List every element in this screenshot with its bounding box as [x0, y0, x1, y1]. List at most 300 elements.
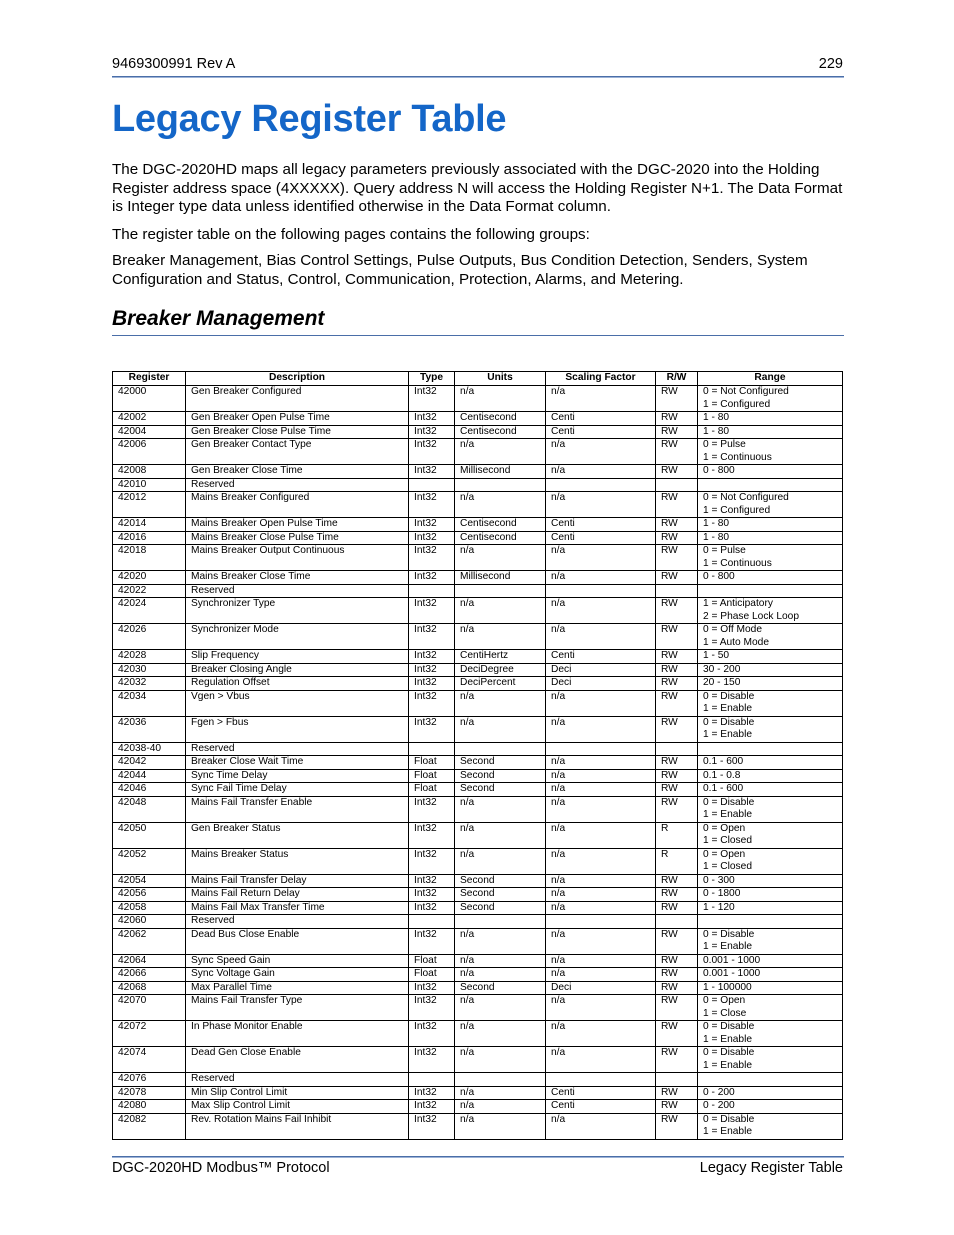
cell-description: Max Parallel Time [186, 981, 409, 995]
cell-description: Mains Fail Return Delay [186, 888, 409, 902]
column-header-register: Register [113, 372, 186, 386]
cell-description: Synchronizer Type [186, 598, 409, 611]
cell-empty [186, 452, 409, 465]
cell-range: 0 = Disable [698, 928, 843, 941]
table-row [113, 822, 843, 835]
table-header-row [113, 372, 843, 386]
document-id: 9469300991 Rev A [112, 56, 236, 72]
table-row [113, 874, 843, 888]
cell-rw: R [656, 822, 698, 835]
cell-empty [113, 835, 186, 848]
cell-register: 42050 [113, 822, 186, 835]
cell-range-continuation: 1 = Continuous [698, 452, 843, 465]
cell-rw: RW [656, 981, 698, 995]
table-row [113, 598, 843, 611]
cell-empty [546, 941, 656, 954]
cell-scaling-factor [546, 584, 656, 598]
cell-empty [455, 1126, 546, 1139]
cell-empty [546, 611, 656, 624]
cell-type [409, 478, 455, 492]
table-row [113, 412, 843, 426]
cell-scaling-factor [546, 915, 656, 929]
cell-units: Millisecond [455, 571, 546, 585]
cell-rw: RW [656, 1047, 698, 1060]
cell-range: 0 - 800 [698, 571, 843, 585]
cell-scaling-factor: n/a [546, 874, 656, 888]
cell-type: Int32 [409, 995, 455, 1008]
cell-type: Float [409, 756, 455, 770]
cell-empty [409, 835, 455, 848]
cell-range: 0 = Open [698, 848, 843, 861]
cell-rw [656, 742, 698, 756]
cell-range: 0.001 - 1000 [698, 954, 843, 968]
cell-range: 0 = Not Configured [698, 492, 843, 505]
cell-type: Int32 [409, 1021, 455, 1034]
cell-units: Second [455, 981, 546, 995]
cell-register: 42026 [113, 624, 186, 637]
cell-empty [409, 558, 455, 571]
cell-register: 42034 [113, 690, 186, 703]
cell-empty [113, 505, 186, 518]
table-row [113, 386, 843, 399]
cell-range: 30 - 200 [698, 663, 843, 677]
footer-section-name: Legacy Register Table [699, 1160, 843, 1176]
cell-register: 42012 [113, 492, 186, 505]
cell-range-continuation: 1 = Enable [698, 941, 843, 954]
cell-rw: RW [656, 769, 698, 783]
cell-type: Int32 [409, 1047, 455, 1060]
cell-description: Sync Speed Gain [186, 954, 409, 968]
cell-range [698, 915, 843, 929]
cell-description: Breaker Close Wait Time [186, 756, 409, 770]
cell-range: 0 - 200 [698, 1100, 843, 1114]
table-row [113, 928, 843, 941]
cell-units: DeciDegree [455, 663, 546, 677]
page-footer [112, 1160, 843, 1180]
cell-range-continuation: 1 = Enable [698, 729, 843, 742]
cell-empty [409, 861, 455, 874]
cell-description: Gen Breaker Contact Type [186, 439, 409, 452]
cell-empty [186, 637, 409, 650]
cell-range: 0 = Disable [698, 1021, 843, 1034]
cell-register: 42004 [113, 425, 186, 439]
cell-register: 42036 [113, 716, 186, 729]
cell-rw: RW [656, 995, 698, 1008]
cell-empty [409, 1034, 455, 1047]
cell-scaling-factor [546, 478, 656, 492]
cell-type: Int32 [409, 981, 455, 995]
table-row [113, 1086, 843, 1100]
cell-description: Gen Breaker Close Time [186, 465, 409, 479]
cell-rw: RW [656, 624, 698, 637]
cell-empty [455, 1008, 546, 1021]
cell-register: 42018 [113, 545, 186, 558]
cell-register: 42000 [113, 386, 186, 399]
cell-units: Second [455, 783, 546, 797]
cell-empty [113, 1034, 186, 1047]
cell-units: n/a [455, 624, 546, 637]
table-row [113, 492, 843, 505]
cell-rw: RW [656, 1086, 698, 1100]
table-row-continuation [113, 941, 843, 954]
cell-scaling-factor: Centi [546, 1100, 656, 1114]
cell-empty [186, 1126, 409, 1139]
cell-range: 0 = Open [698, 822, 843, 835]
cell-register: 42020 [113, 571, 186, 585]
cell-scaling-factor: n/a [546, 598, 656, 611]
cell-scaling-factor: n/a [546, 769, 656, 783]
cell-empty [113, 399, 186, 412]
cell-scaling-factor: Deci [546, 663, 656, 677]
cell-scaling-factor: n/a [546, 690, 656, 703]
cell-description: In Phase Monitor Enable [186, 1021, 409, 1034]
cell-scaling-factor: Deci [546, 981, 656, 995]
table-row-continuation [113, 835, 843, 848]
cell-scaling-factor: n/a [546, 796, 656, 809]
footer-document-name: DGC-2020HD Modbus™ Protocol [112, 1160, 330, 1176]
cell-range: 0.1 - 600 [698, 756, 843, 770]
cell-range: 0 - 800 [698, 465, 843, 479]
table-row-continuation [113, 1126, 843, 1139]
cell-empty [186, 809, 409, 822]
cell-rw: RW [656, 901, 698, 915]
table-row [113, 981, 843, 995]
cell-empty [546, 809, 656, 822]
cell-range-continuation: 1 = Enable [698, 809, 843, 822]
table-row-continuation [113, 399, 843, 412]
cell-empty [455, 452, 546, 465]
cell-rw: RW [656, 954, 698, 968]
cell-empty [455, 835, 546, 848]
cell-register: 42024 [113, 598, 186, 611]
section-title: Breaker Management [112, 307, 325, 330]
cell-scaling-factor: n/a [546, 545, 656, 558]
column-header-scaling-factor: Scaling Factor [546, 372, 656, 386]
cell-empty [113, 637, 186, 650]
cell-range: 1 - 80 [698, 412, 843, 426]
cell-description: Slip Frequency [186, 650, 409, 664]
cell-range-continuation: 1 = Closed [698, 861, 843, 874]
table-row-continuation [113, 729, 843, 742]
table-row [113, 1113, 843, 1126]
cell-units [455, 1073, 546, 1087]
cell-type: Int32 [409, 492, 455, 505]
register-table-body [113, 386, 843, 1140]
cell-scaling-factor: Centi [546, 1086, 656, 1100]
column-header-range: Range [698, 372, 843, 386]
cell-type: Int32 [409, 848, 455, 861]
cell-description: Reserved [186, 584, 409, 598]
cell-scaling-factor: n/a [546, 465, 656, 479]
section-divider [112, 335, 844, 336]
cell-empty [409, 452, 455, 465]
cell-range-continuation: 1 = Configured [698, 399, 843, 412]
cell-empty [186, 1060, 409, 1073]
cell-description: Sync Fail Time Delay [186, 783, 409, 797]
cell-empty [186, 611, 409, 624]
table-row [113, 518, 843, 532]
cell-description: Mains Breaker Configured [186, 492, 409, 505]
cell-register: 42068 [113, 981, 186, 995]
cell-description: Max Slip Control Limit [186, 1100, 409, 1114]
cell-rw: RW [656, 571, 698, 585]
cell-units: n/a [455, 386, 546, 399]
cell-empty [113, 729, 186, 742]
cell-empty [546, 505, 656, 518]
cell-range: 1 - 80 [698, 531, 843, 545]
cell-empty [546, 835, 656, 848]
cell-register: 42060 [113, 915, 186, 929]
table-row [113, 901, 843, 915]
cell-range-continuation: 1 = Auto Mode [698, 637, 843, 650]
cell-empty [656, 835, 698, 848]
cell-empty [656, 861, 698, 874]
cell-units: n/a [455, 928, 546, 941]
cell-description: Mains Breaker Output Continuous [186, 545, 409, 558]
cell-rw: RW [656, 545, 698, 558]
cell-rw: RW [656, 386, 698, 399]
cell-range: 0 = Disable [698, 690, 843, 703]
cell-scaling-factor: n/a [546, 901, 656, 915]
table-row-continuation [113, 505, 843, 518]
cell-register: 42032 [113, 677, 186, 691]
cell-empty [409, 611, 455, 624]
cell-type: Int32 [409, 412, 455, 426]
cell-empty [113, 861, 186, 874]
cell-scaling-factor: n/a [546, 848, 656, 861]
cell-register: 42078 [113, 1086, 186, 1100]
cell-empty [409, 1126, 455, 1139]
cell-empty [656, 1060, 698, 1073]
cell-empty [186, 1008, 409, 1021]
cell-rw: RW [656, 874, 698, 888]
cell-type [409, 742, 455, 756]
cell-empty [113, 941, 186, 954]
cell-description: Mains Breaker Open Pulse Time [186, 518, 409, 532]
cell-type: Int32 [409, 465, 455, 479]
cell-range [698, 742, 843, 756]
cell-range-continuation: 1 = Configured [698, 505, 843, 518]
cell-range: 0 - 200 [698, 1086, 843, 1100]
cell-empty [546, 452, 656, 465]
cell-units: Second [455, 756, 546, 770]
cell-description: Sync Time Delay [186, 769, 409, 783]
cell-empty [455, 399, 546, 412]
cell-type: Float [409, 769, 455, 783]
cell-scaling-factor: n/a [546, 756, 656, 770]
cell-units: Second [455, 888, 546, 902]
cell-scaling-factor: n/a [546, 624, 656, 637]
cell-empty [656, 399, 698, 412]
cell-type: Int32 [409, 386, 455, 399]
table-row [113, 545, 843, 558]
table-row [113, 1100, 843, 1114]
cell-units: Second [455, 901, 546, 915]
cell-empty [409, 637, 455, 650]
footer-divider [112, 1156, 844, 1158]
cell-empty [409, 941, 455, 954]
table-row [113, 1047, 843, 1060]
table-row [113, 650, 843, 664]
cell-empty [186, 1034, 409, 1047]
cell-description: Dead Gen Close Enable [186, 1047, 409, 1060]
table-row [113, 690, 843, 703]
cell-type: Int32 [409, 874, 455, 888]
cell-rw: RW [656, 425, 698, 439]
column-header-units: Units [455, 372, 546, 386]
cell-range: 0 = Off Mode [698, 624, 843, 637]
cell-empty [409, 703, 455, 716]
cell-rw: RW [656, 1113, 698, 1126]
cell-range [698, 1073, 843, 1087]
cell-register: 42030 [113, 663, 186, 677]
cell-type: Int32 [409, 888, 455, 902]
cell-empty [455, 558, 546, 571]
cell-range-continuation: 1 = Closed [698, 835, 843, 848]
cell-units: Centisecond [455, 531, 546, 545]
table-row-continuation [113, 558, 843, 571]
cell-description: Mains Breaker Close Time [186, 571, 409, 585]
cell-register: 42080 [113, 1100, 186, 1114]
cell-range-continuation: 1 = Enable [698, 1034, 843, 1047]
cell-description: Regulation Offset [186, 677, 409, 691]
cell-range: 1 - 100000 [698, 981, 843, 995]
cell-rw [656, 478, 698, 492]
cell-description: Mains Fail Transfer Enable [186, 796, 409, 809]
cell-empty [656, 1034, 698, 1047]
cell-range: 0 = Disable [698, 716, 843, 729]
table-row [113, 465, 843, 479]
table-row [113, 848, 843, 861]
cell-rw: R [656, 848, 698, 861]
cell-units: n/a [455, 545, 546, 558]
table-row-continuation [113, 1060, 843, 1073]
cell-description: Gen Breaker Configured [186, 386, 409, 399]
cell-empty [656, 703, 698, 716]
cell-empty [455, 637, 546, 650]
cell-scaling-factor: n/a [546, 995, 656, 1008]
cell-type: Int32 [409, 598, 455, 611]
cell-units: n/a [455, 954, 546, 968]
cell-empty [186, 835, 409, 848]
cell-empty [546, 558, 656, 571]
cell-register: 42028 [113, 650, 186, 664]
cell-type [409, 1073, 455, 1087]
cell-rw: RW [656, 677, 698, 691]
cell-rw: RW [656, 531, 698, 545]
cell-empty [409, 729, 455, 742]
cell-range: 1 - 80 [698, 518, 843, 532]
cell-register: 42010 [113, 478, 186, 492]
cell-scaling-factor: Deci [546, 677, 656, 691]
cell-units: n/a [455, 796, 546, 809]
cell-empty [546, 399, 656, 412]
cell-description: Rev. Rotation Mains Fail Inhibit [186, 1113, 409, 1126]
cell-range: 0 = Disable [698, 796, 843, 809]
cell-empty [113, 611, 186, 624]
cell-scaling-factor: n/a [546, 716, 656, 729]
cell-units: Centisecond [455, 518, 546, 532]
cell-description: Synchronizer Mode [186, 624, 409, 637]
cell-empty [409, 505, 455, 518]
cell-description: Fgen > Fbus [186, 716, 409, 729]
cell-units: Millisecond [455, 465, 546, 479]
cell-units: n/a [455, 1047, 546, 1060]
cell-scaling-factor: n/a [546, 571, 656, 585]
cell-scaling-factor: n/a [546, 928, 656, 941]
cell-scaling-factor: n/a [546, 439, 656, 452]
cell-range-continuation: 1 = Enable [698, 703, 843, 716]
cell-units [455, 742, 546, 756]
table-row [113, 425, 843, 439]
cell-units: n/a [455, 822, 546, 835]
cell-description: Dead Bus Close Enable [186, 928, 409, 941]
cell-register: 42022 [113, 584, 186, 598]
cell-register: 42076 [113, 1073, 186, 1087]
cell-units: n/a [455, 1113, 546, 1126]
cell-empty [409, 1060, 455, 1073]
table-row-continuation [113, 452, 843, 465]
cell-empty [186, 729, 409, 742]
cell-rw: RW [656, 1100, 698, 1114]
table-row [113, 531, 843, 545]
cell-units: n/a [455, 968, 546, 982]
cell-empty [113, 1008, 186, 1021]
cell-type: Int32 [409, 425, 455, 439]
cell-scaling-factor: n/a [546, 1047, 656, 1060]
cell-type: Int32 [409, 822, 455, 835]
cell-type: Float [409, 954, 455, 968]
cell-type: Int32 [409, 901, 455, 915]
cell-type: Int32 [409, 796, 455, 809]
table-row [113, 677, 843, 691]
cell-range: 0 - 1800 [698, 888, 843, 902]
cell-rw: RW [656, 465, 698, 479]
cell-range [698, 478, 843, 492]
cell-empty [455, 809, 546, 822]
cell-rw: RW [656, 518, 698, 532]
table-row [113, 716, 843, 729]
cell-register: 42042 [113, 756, 186, 770]
cell-empty [546, 729, 656, 742]
cell-type: Int32 [409, 1086, 455, 1100]
cell-empty [656, 1126, 698, 1139]
cell-empty [656, 452, 698, 465]
cell-empty [546, 637, 656, 650]
table-row [113, 571, 843, 585]
cell-range: 1 = Anticipatory [698, 598, 843, 611]
cell-empty [656, 611, 698, 624]
table-row [113, 742, 843, 756]
cell-rw [656, 1073, 698, 1087]
intro-paragraph: The DGC-2020HD maps all legacy parameters previously associated with the DGC-2020 into the Holding Register address space (4XXXXX). Query address N will access the Holding Register N+1. The Data Format is Integer type data unless identified otherwise in the Data Format column. [112, 161, 843, 215]
cell-empty [546, 703, 656, 716]
cell-register: 42014 [113, 518, 186, 532]
cell-type: Int32 [409, 545, 455, 558]
cell-scaling-factor: n/a [546, 492, 656, 505]
cell-register: 42070 [113, 995, 186, 1008]
cell-description: Mains Breaker Close Pulse Time [186, 531, 409, 545]
cell-type: Int32 [409, 571, 455, 585]
cell-empty [455, 729, 546, 742]
cell-register: 42066 [113, 968, 186, 982]
cell-register: 42054 [113, 874, 186, 888]
table-row [113, 1021, 843, 1034]
cell-scaling-factor: Centi [546, 412, 656, 426]
table-row [113, 888, 843, 902]
cell-range: 1 - 50 [698, 650, 843, 664]
cell-register: 42016 [113, 531, 186, 545]
